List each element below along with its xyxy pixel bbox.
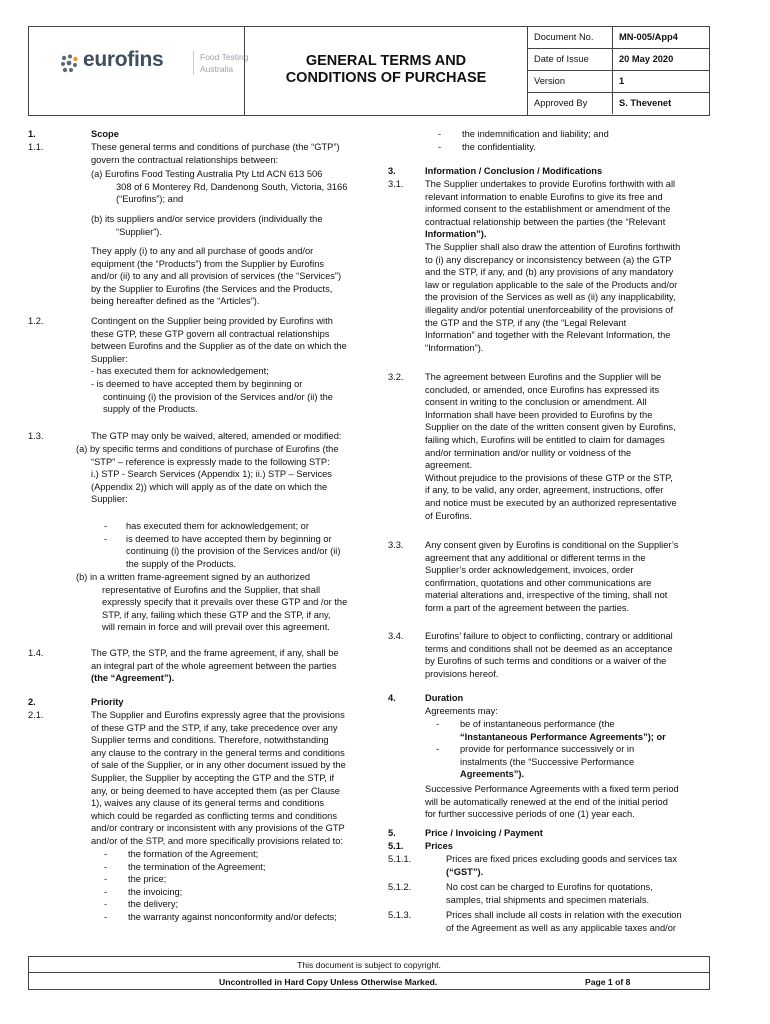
text-line: illegality and/or potential unenforceability of the provisions of bbox=[425, 304, 674, 315]
clause-number: 3.4. bbox=[388, 631, 404, 641]
clause-number: 1.2. bbox=[28, 316, 44, 326]
text-line: The agreement between Eurofins and the Supplier will be bbox=[425, 372, 662, 382]
eurofins-logo-icon bbox=[59, 53, 81, 75]
clause-text bbox=[425, 630, 705, 680]
clause-text: The GTP may only be waived, altered, amended or modified: bbox=[91, 431, 342, 441]
text-line: - has executed them for acknowledgement; bbox=[91, 366, 269, 377]
clause-number: 5.1.3. bbox=[388, 910, 412, 920]
uncontrolled-notice: Uncontrolled in Hard Copy Unless Otherwise Marked. bbox=[219, 977, 438, 987]
clause-text bbox=[91, 709, 409, 848]
bullet-text: the price; bbox=[128, 874, 167, 885]
text-line: (Appendix 2)) which will apply as of the date on which the bbox=[91, 481, 328, 492]
section-title: Price / Invoicing / Payment bbox=[425, 828, 543, 838]
section-number: 2. bbox=[28, 697, 36, 707]
text-line: the GTP and the STP, if any (the “Legal Relevant bbox=[425, 317, 627, 328]
text-line: supply of the Products. bbox=[103, 404, 198, 415]
text-line: Supplier’s order acknowledgement, invoices, order bbox=[425, 565, 634, 576]
text-line: govern the contractual relationships between: bbox=[91, 154, 279, 165]
title-line-1: GENERAL TERMS AND bbox=[305, 53, 467, 69]
text-line: of these GTP and the STP, if any, take precedence over any bbox=[91, 722, 338, 733]
text-line: by the Supplier to Eurofins (the Services and the Products, bbox=[91, 283, 333, 294]
bullet-text: the invoicing; bbox=[128, 886, 183, 897]
text-line: agreement. bbox=[425, 460, 473, 471]
text-line: (b) in a written frame-agreement signed by an authorized bbox=[76, 572, 311, 582]
text-line: an integral part of the whole agreement between the parties bbox=[91, 660, 337, 671]
text-line: Prices shall include all costs in relation with the execution bbox=[446, 910, 682, 920]
logo-subtitle: Food Testing Australia bbox=[193, 51, 252, 75]
text-line: Prices are fixed prices excluding goods and services tax bbox=[446, 854, 677, 864]
meta-value: S. Thevenet bbox=[619, 98, 672, 108]
bullet-text: the termination of the Agreement; bbox=[128, 861, 266, 872]
bullet-text: provide for performance successively or in bbox=[460, 744, 635, 755]
document-footer bbox=[28, 956, 710, 990]
text-line: Agreements may: bbox=[425, 705, 498, 716]
section-number: 1. bbox=[28, 129, 36, 139]
text-line: Eurofins’ failure to object to conflicting, contrary or additional bbox=[425, 631, 673, 641]
text-line: Supplier: bbox=[91, 494, 128, 505]
clause-text bbox=[446, 853, 706, 878]
text-line: contractual relationship between the parties (the “Relevant bbox=[425, 216, 666, 227]
meta-row-approved-by bbox=[528, 93, 709, 115]
clause-text bbox=[425, 178, 705, 354]
text-line: confirmation, quotations and other communications are bbox=[425, 577, 652, 588]
bullet-text: the warranty against nonconformity and/or defects; bbox=[128, 911, 337, 922]
text-line: representative of Eurofins and the Supplier, that shall bbox=[102, 584, 321, 595]
text-line: provisions hereof. bbox=[425, 668, 499, 679]
text-line: terms and conditions shall not be deemed as an acceptance bbox=[425, 643, 673, 654]
text-line: to (i) any discrepancy or inconsistency between (a) the GTP bbox=[425, 254, 672, 265]
text-line: (“GST”). bbox=[446, 866, 484, 877]
text-line: these GTP, these GTP govern all contractual relationships bbox=[91, 328, 330, 339]
text-line: relevant information to enable Eurofins to give its free and bbox=[425, 191, 663, 202]
text-line: continuing (i) the provision of the Services and/or (ii) bbox=[126, 546, 341, 557]
text-line: Without prejudice to the provisions of these GTP or the STP, bbox=[425, 472, 673, 483]
section-title: Information / Conclusion / Modifications bbox=[425, 166, 603, 176]
clause-1-1-a bbox=[91, 168, 409, 206]
text-line: will be automatically renewed at the end of the initial period bbox=[425, 796, 668, 807]
section-4-tail bbox=[425, 783, 705, 821]
text-line: Information”). bbox=[425, 229, 487, 240]
clause-text bbox=[446, 909, 706, 934]
text-line: will remain in force and will prevail over this agreement. bbox=[102, 622, 330, 633]
text-line: any, or being deemed to have accepted them (as per Clause bbox=[91, 785, 340, 796]
text-line: Information” and together with the Relevant Information, the bbox=[425, 330, 671, 341]
section-title: Priority bbox=[91, 697, 124, 707]
text-line: (the “Agreement”). bbox=[91, 673, 175, 684]
text-line: Supplier: bbox=[91, 353, 128, 364]
document-header bbox=[28, 26, 710, 116]
text-line: The Supplier shall also draw the attention of Eurofins forthwith bbox=[425, 241, 681, 252]
text-line: i.) STP - Search Services (Appendix 1); ii.) STP – Services bbox=[91, 469, 332, 480]
title-line-2: CONDITIONS OF PURCHASE bbox=[285, 70, 487, 86]
text-line: if any, to be valid, any order, agreement, instructions, offer bbox=[425, 485, 664, 496]
text-line: and/or of the STP, and more specifically provisions related to: bbox=[91, 835, 344, 846]
text-line: material alterations and, irrespective of the timing, shall not bbox=[425, 590, 668, 601]
clause-text bbox=[91, 315, 409, 416]
meta-label: Version bbox=[528, 71, 613, 92]
text-line: of Eurofins. bbox=[425, 510, 473, 521]
text-line: 1), waives any clause of its general terms and conditions bbox=[91, 798, 325, 809]
section-4-bullets: - be of instantaneous performance (the “Instantaneous Performance Agreements”); or - provide for performance successively or in instalments (the “Successive Performance Agreements”). bbox=[436, 718, 706, 781]
text-line: informed consent to the establishment or amendment of the bbox=[425, 204, 671, 215]
text-line: and/or contrary or inconsistent with any provisions of the GTP bbox=[91, 823, 345, 834]
text-line: samples, trial shipments and specimen materials. bbox=[446, 894, 650, 905]
bullet-text: the delivery; bbox=[128, 899, 179, 910]
document-title bbox=[245, 53, 527, 87]
clause-1-3-a-bullets: - has executed them for acknowledgement; or - is deemed to have accepted them by beginning or continuing (i) the provision of the Services and/or (ii) the supply of the Products. bbox=[104, 520, 409, 570]
bullet-text: the formation of the Agreement; bbox=[128, 849, 259, 859]
bullet-text: has executed them for acknowledgement; or bbox=[126, 521, 309, 531]
meta-label: Document No. bbox=[528, 27, 613, 48]
text-line: Information shall have been provided to Eurofins by the bbox=[425, 409, 653, 420]
text-line: of sale of the Supplier, or in any other document issued by the bbox=[91, 760, 346, 771]
clause-number: 3.1. bbox=[388, 179, 404, 189]
clause-number: 3.3. bbox=[388, 540, 404, 550]
meta-value: 20 May 2020 bbox=[619, 54, 674, 64]
text-line: of the Agreement as well as any applicable taxes and/or bbox=[446, 922, 676, 933]
text-line: They apply (i) to any and all purchase of goods and/or bbox=[91, 246, 314, 256]
text-line: for further successive periods of one (1) year each. bbox=[425, 809, 635, 820]
clause-number: 1.4. bbox=[28, 648, 44, 658]
text-line: between Eurofins and the Supplier as of the date on which the bbox=[91, 341, 347, 352]
text-line: “Supplier”). bbox=[116, 226, 162, 237]
clause-1-1-they-apply bbox=[91, 245, 409, 308]
clause-number: 1.1. bbox=[28, 142, 44, 152]
text-line: the supply of the Products. bbox=[126, 558, 237, 569]
text-line: being hereafter defined as the “Articles”). bbox=[91, 296, 260, 307]
clause-1-1-b bbox=[91, 213, 409, 238]
text-line: No cost can be charged to Eurofins for quotations, bbox=[446, 882, 653, 892]
text-line: 308 of 6 Monterey Rd, Dandenong South, Victoria, 3166 bbox=[116, 181, 348, 192]
clause-text bbox=[91, 141, 409, 166]
clause-2-1-bullets: - the formation of the Agreement; - the termination of the Agreement; - the price; - the invoicing; - the delivery; - the warranty against nonconformity and/or defects; bbox=[104, 849, 337, 922]
text-line: The GTP, the STP, and the frame agreement, if any, shall be bbox=[91, 648, 339, 658]
text-line: and/or (ii) to any and all provision of services (the “Services”) bbox=[91, 271, 342, 282]
copyright-notice: This document is subject to copyright. bbox=[297, 960, 441, 970]
text-line: Contingent on the Supplier being provided by Eurofins with bbox=[91, 316, 333, 326]
meta-row-document-no bbox=[528, 27, 709, 49]
clause-number: 3.2. bbox=[388, 372, 404, 382]
page-number: Page 1 of 8 bbox=[585, 977, 631, 987]
text-line: STP, if any, failing which these GTP and the STP, if any, bbox=[102, 609, 331, 620]
text-line: by Eurofins of such terms and conditions or a waiver of the bbox=[425, 656, 667, 667]
text-line: and/or termination and/or nullity or voidness of the bbox=[425, 447, 632, 458]
clause-1-3-a bbox=[76, 443, 409, 506]
text-line: The Supplier undertakes to provide Eurofins forthwith with all bbox=[425, 179, 676, 189]
text-line: concluded, or amended, once Eurofins has expressed its bbox=[425, 384, 660, 395]
text-line: “STP” – reference is expressly made to the following STP: bbox=[91, 456, 330, 467]
section-number: 3. bbox=[388, 166, 396, 176]
section-title: Duration bbox=[425, 693, 464, 703]
text-line: Supplier terms and conditions. Therefore, notwithstanding bbox=[91, 735, 329, 746]
document-meta-table bbox=[528, 27, 709, 115]
text-line: “Information”). bbox=[425, 342, 484, 353]
text-line: form a part of the agreement between the parties. bbox=[425, 602, 630, 613]
section-number: 4. bbox=[388, 693, 396, 703]
text-line: the provision of the Services as well as (ii) any inapplicability, bbox=[425, 292, 676, 303]
clause-1-3-b bbox=[76, 571, 409, 634]
text-line: equipment (the “Products”) from the Supplier by Eurofins bbox=[91, 258, 325, 269]
clause-text bbox=[425, 539, 705, 615]
bullet-text: be of instantaneous performance (the bbox=[460, 719, 615, 729]
clause-text bbox=[425, 371, 705, 522]
clause-number: 2.1. bbox=[28, 710, 44, 720]
meta-label: Date of Issue bbox=[528, 49, 613, 70]
text-line: (a) by specific terms and conditions of purchase of Eurofins (the bbox=[76, 444, 339, 454]
text-line: Agreements”). bbox=[460, 769, 525, 780]
text-line: (a) Eurofins Food Testing Australia Pty Ltd ACN 613 506 bbox=[91, 169, 323, 179]
clause-number: 1.3. bbox=[28, 431, 44, 441]
text-line: law or regulation applicable to the sale of the Products and/or bbox=[425, 279, 678, 290]
clause-text bbox=[446, 881, 706, 906]
meta-value: MN-005/App4 bbox=[619, 32, 678, 42]
section-number: 5. bbox=[388, 828, 396, 838]
clause-text bbox=[91, 647, 409, 685]
title-cell bbox=[244, 27, 528, 115]
clause-number: 5.1. bbox=[388, 841, 404, 851]
text-line: agreement that any additional or different terms in the bbox=[425, 552, 646, 563]
text-line: (b) its suppliers and/or service providers (individually the bbox=[91, 214, 323, 224]
text-line: These general terms and conditions of purchase (the “GTP”) bbox=[91, 142, 340, 152]
meta-label: Approved By bbox=[528, 93, 613, 114]
clause-number: 5.1.2. bbox=[388, 882, 412, 892]
text-line: (“Eurofins”); and bbox=[116, 194, 184, 205]
text-line: and notice must be executed by an authorized representative bbox=[425, 497, 677, 508]
text-line: Supplier on the date of the written consent given by Eurofins, bbox=[425, 422, 676, 433]
text-line: instalments (the “Successive Performance bbox=[460, 756, 635, 767]
meta-row-date-of-issue bbox=[528, 49, 709, 71]
text-line: Any consent given by Eurofins is conditional on the Supplier’s bbox=[425, 540, 679, 550]
text-line: - is deemed to have accepted them by beginning or bbox=[91, 378, 303, 389]
clause-title: Prices bbox=[425, 841, 453, 851]
text-line: “Instantaneous Performance Agreements”); or bbox=[460, 731, 666, 742]
logo-wordmark: eurofins bbox=[83, 48, 164, 71]
logo-cell bbox=[29, 27, 249, 115]
bullet-text: is deemed to have accepted them by beginning or bbox=[126, 533, 332, 544]
clause-number: 5.1.1. bbox=[388, 854, 412, 864]
bullet-text: the indemnification and liability; and bbox=[462, 129, 609, 139]
text-line: The Supplier and Eurofins expressly agree that the provisions bbox=[91, 710, 345, 720]
text-line: and the STP, if any, and (b) any provisions of any mandatory bbox=[425, 267, 674, 278]
text-line: Successive Performance Agreements with a fixed term period bbox=[425, 784, 679, 794]
text-line: continuing (i) the provision of the Services and/or (ii) the bbox=[103, 391, 333, 402]
text-line: failing which, Eurofins will be entitled to claim for damages bbox=[425, 434, 665, 445]
text-line: expressly specify that it prevails over these GTP and /or the bbox=[102, 597, 348, 608]
footer-divider bbox=[29, 972, 709, 973]
text-line: Supplier, the Supplier by accepting the GTP and the STP, if bbox=[91, 772, 335, 783]
section-title: Scope bbox=[91, 129, 119, 139]
meta-row-version bbox=[528, 71, 709, 93]
bullet-text: the confidentiality. bbox=[462, 141, 536, 152]
text-line: consent in writing to the conclusion or amendment. All bbox=[425, 397, 647, 408]
section-4-text bbox=[425, 692, 705, 717]
meta-value: 1 bbox=[619, 76, 625, 86]
text-line: any clause to the contrary in the general terms and conditions bbox=[91, 747, 345, 758]
right-top-bullets: - the indemnification and liability; and - the confidentiality. bbox=[438, 129, 609, 152]
text-line: which could be regarded as conflicting terms and conditions bbox=[91, 810, 337, 821]
